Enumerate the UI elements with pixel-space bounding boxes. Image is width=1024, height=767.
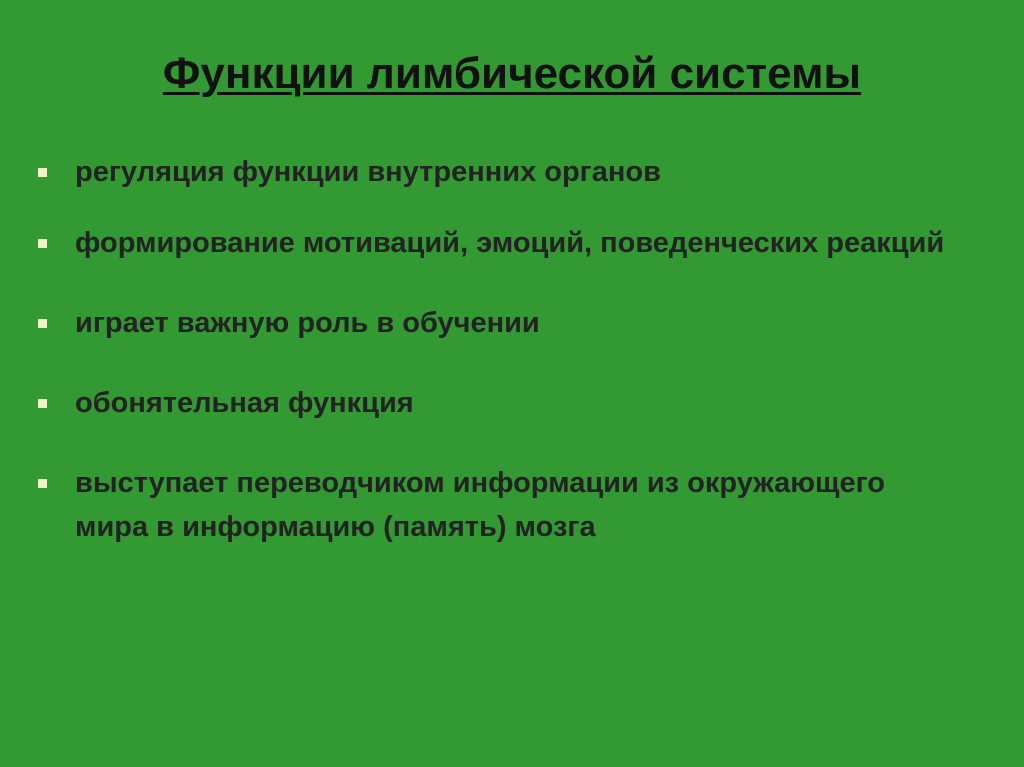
bullet-item [38,150,958,194]
bullet-item [38,221,958,265]
bullet-item [38,301,958,345]
bullet-marker-icon [38,239,47,248]
bullet-text: обонятельная функция [75,387,414,419]
bullet-marker-icon [38,399,47,408]
slide-title-text: Функции лимбической системы [162,49,862,98]
bullet-text: регуляция функции внутренних органов [75,156,661,188]
bullet-text: играет важную роль в обучении [75,307,540,339]
bullet-list [38,150,958,549]
bullet-text: формирование мотиваций, эмоций, поведенческих реакций [75,227,945,259]
bullet-text: выступает переводчиком информации из окружающего мира в информацию (память) мозга [75,467,886,543]
bullet-item [38,461,958,549]
bullet-item [38,381,958,425]
bullet-marker-icon [38,319,47,328]
bullet-marker-icon [38,168,47,177]
bullet-marker-icon [38,479,47,488]
slide-title [0,44,1024,104]
